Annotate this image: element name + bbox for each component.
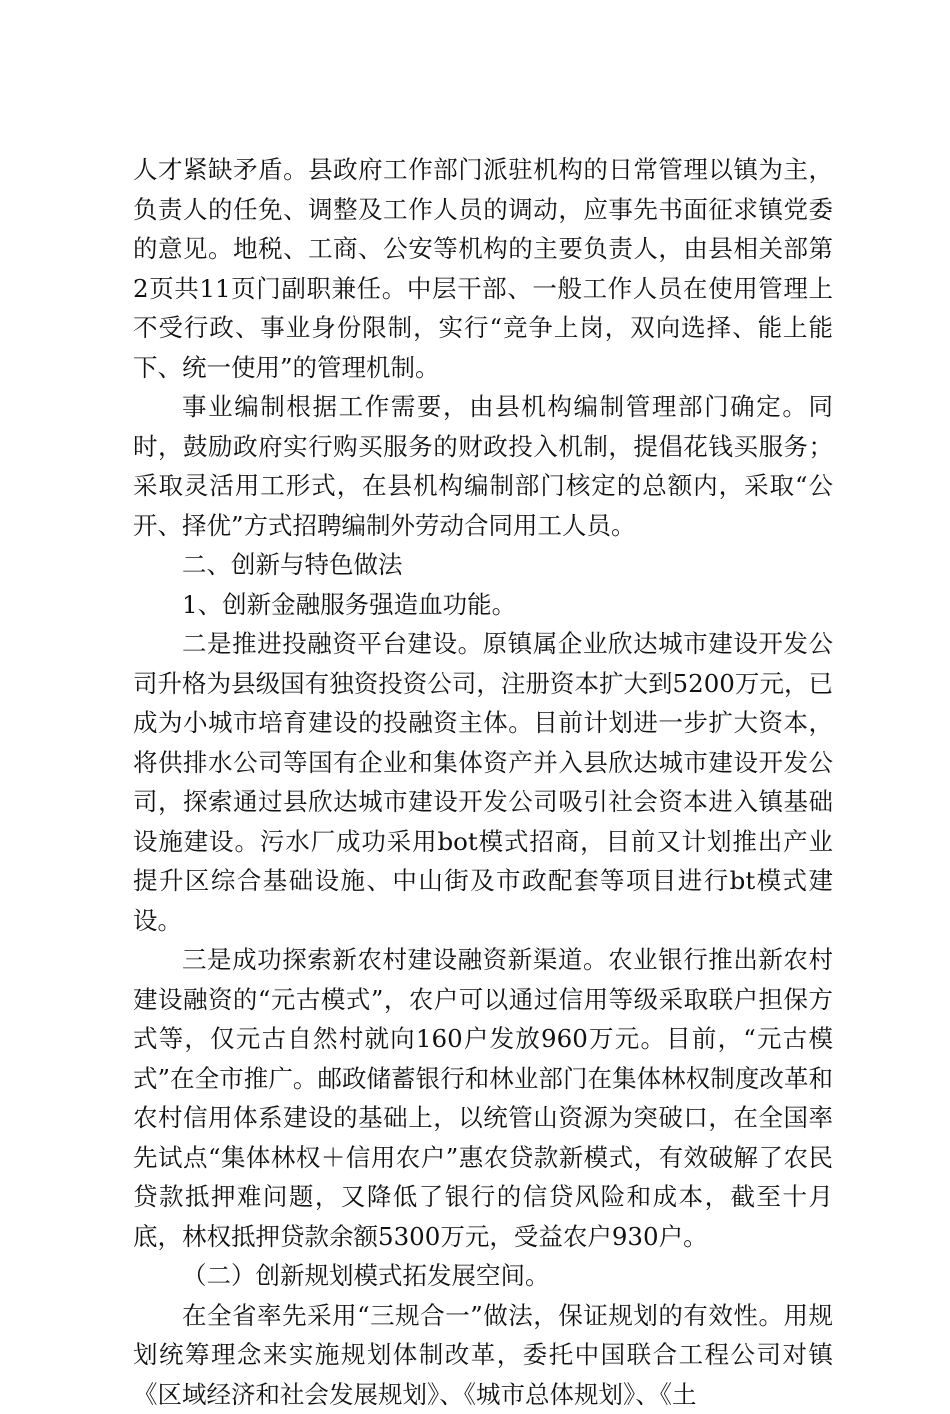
paragraph-1: 人才紧缺矛盾。县政府工作部门派驻机构的日常管理以镇为主，负责人的任免、调整及工作人员的调动，应事先书面征求镇党委的意见。地税、工商、公安等机构的主要负责人，由县相关部第2页共11页门副职兼任。中层干部、一般工作人员在使用管理上不受行政、事业身份限制，实行“竞争上岗，双向选择、能上能下、统一使用”的管理机制。 (133, 150, 833, 387)
subsection-heading-2: （二）创新规划模式拓发展空间。 (133, 1256, 833, 1296)
paragraph-planning: 在全省率先采用“三规合一”做法，保证规划的有效性。用规划统筹理念来实施规划体制改革，委托中国联合工程公司对镇《区域经济和社会发展规划》、《城市总体规划》、《土 (133, 1296, 833, 1414)
document-page (133, 150, 833, 1414)
paragraph-rural-financing: 三是成功探索新农村建设融资新渠道。农业银行推出新农村建设融资的“元古模式”，农户可以通过信用等级采取联户担保方式等，仅元古自然村就向160户发放960万元。目前，“元古模式”在全市推广。邮政储蓄银行和林业部门在集体林权制度改革和农村信用体系建设的基础上，以统管山资源为突破口，在全国率先试点“集体林权＋信用农户”惠农贷款新模式，有效破解了农民贷款抵押难问题，又降低了银行的信贷风险和成本，截至十月底，林权抵押贷款余额5300万元，受益农户930户。 (133, 940, 833, 1256)
paragraph-2: 事业编制根据工作需要，由县机构编制管理部门确定。同时，鼓励政府实行购买服务的财政投入机制，提倡花钱买服务；采取灵活用工形式，在县机构编制部门核定的总额内，采取“公开、择优”方式招聘编制外劳动合同用工人员。 (133, 387, 833, 545)
section-heading-2: 二、创新与特色做法 (133, 545, 833, 585)
subsection-heading-1: 1、创新金融服务强造血功能。 (133, 585, 833, 625)
paragraph-investment-platform: 二是推进投融资平台建设。原镇属企业欣达城市建设开发公司升格为县级国有独资投资公司，注册资本扩大到5200万元，已成为小城市培育建设的投融资主体。目前计划进一步扩大资本，将供排水公司等国有企业和集体资产并入县欣达城市建设开发公司，探索通过县欣达城市建设开发公司吸引社会资本进入镇基础设施建设。污水厂成功采用bot模式招商，目前又计划推出产业提升区综合基础设施、中山街及市政配套等项目进行bt模式建设。 (133, 624, 833, 940)
